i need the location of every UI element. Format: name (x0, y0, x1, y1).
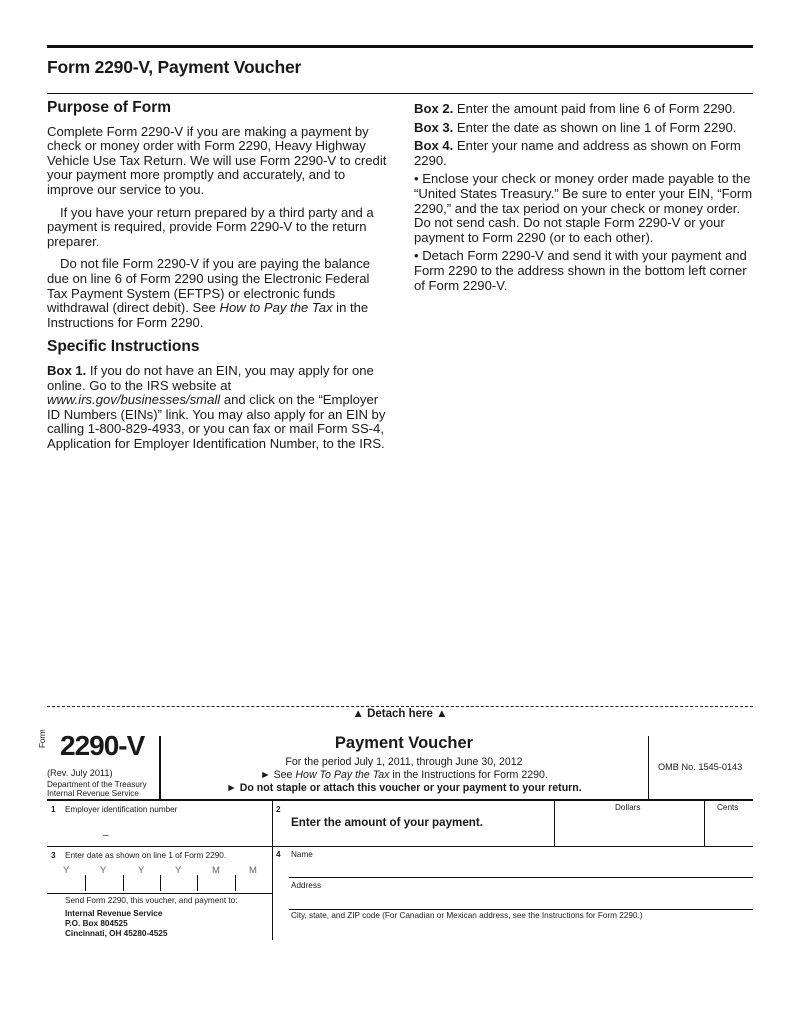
tax-period: For the period July 1, 2011, through June 30, 2012 (285, 756, 523, 768)
specific-instructions-heading: Specific Instructions (47, 338, 200, 356)
date-label: Enter date as shown on line 1 of Form 2290. (65, 851, 227, 860)
box4-number: 4 (276, 850, 281, 859)
cents-label: Cents (717, 803, 739, 812)
top-rule (47, 45, 753, 48)
ein-input[interactable] (63, 818, 263, 844)
dollars-input[interactable] (556, 814, 702, 844)
enclose-bullet: • Enclose your check or money order made payable to the “United States Treasury.” Be sure to enter your EIN, “Form 2290,” and the tax period on your check or money order. Do not send cash. Do not staple Form 2290-V or your payment to Form 2290 (or to each other). (414, 171, 753, 245)
send-to-label: Send Form 2290, this voucher, and payment to: (65, 896, 238, 905)
name-label: Name (291, 850, 313, 859)
address-label: Address (291, 881, 322, 890)
purpose-heading: Purpose of Form (47, 99, 172, 116)
date-tick-1 (85, 875, 86, 891)
purpose-paragraph-3: Do not file Form 2290-V if you are paying the balance due on line 6 of Form 2290 using the Electronic Federal Tax Payment System (EFTPS) or electronic funds withdrawal (direct debit). See How to Pay the Tax in the Instructions for Form 2290. (47, 256, 371, 330)
purpose-paragraph-2: If you have your return prepared by a third party and a payment is required, provide Form 2290-V to the return preparer. (47, 204, 374, 249)
no-staple-warning: ► Do not staple or attach this voucher or your payment to your return. (226, 782, 582, 794)
revision-date: (Rev. July 2011) (47, 768, 113, 778)
date-bottom-rule (47, 893, 272, 894)
page-title: Form 2290-V, Payment Voucher (47, 57, 302, 77)
box1-number: 1 (51, 805, 56, 814)
dept-irs: Internal Revenue Service (47, 789, 139, 798)
purpose-paragraph-1: Complete Form 2290-V if you are making a payment by check or money order with Form 2290, Heavy Highway Vehicle Use Tax Return. We will use Form 2290-V to credit your payment more promptly and accurately, and to improve our service to you. (47, 123, 387, 197)
ein-dash: – (103, 830, 109, 841)
header-divider-right (648, 736, 649, 799)
see-instructions: ► See How To Pay the Tax in the Instructions for Form 2290. (260, 769, 548, 781)
cents-input[interactable] (706, 814, 752, 844)
dollars-cents-divider (704, 801, 705, 847)
title-rule (47, 93, 753, 94)
ein-bottom-rule (47, 846, 272, 847)
omb-number: OMB No. 1545-0143 (658, 762, 743, 772)
irs-po-box: P.O. Box 804525 (65, 919, 128, 928)
date-char-y3: Y (138, 865, 145, 876)
name-line (289, 877, 753, 878)
date-tick-5 (235, 875, 236, 891)
address-line (289, 909, 753, 910)
form-word-vertical: Form (38, 729, 47, 748)
date-char-y4: Y (175, 865, 182, 876)
box-divider-1-2 (272, 801, 273, 940)
box2-instructions: Box 2. Enter the amount paid from line 6 of Form 2290. (414, 101, 736, 116)
left-column (47, 101, 387, 451)
amount-label-divider (554, 801, 555, 847)
date-char-y1: Y (63, 865, 70, 876)
voucher-form-number: 2290-V (60, 730, 145, 761)
address-input[interactable] (291, 892, 751, 908)
ein-label: Employer identification number (65, 805, 178, 814)
date-tick-2 (123, 875, 124, 891)
irs-name: Internal Revenue Service (65, 909, 163, 918)
amount-bottom-rule (272, 846, 753, 847)
date-char-m1: M (212, 865, 220, 876)
irs-city: Cincinnati, OH 45280-4525 (65, 929, 168, 938)
dept-treasury: Department of the Treasury (47, 780, 147, 789)
detach-line (47, 706, 753, 707)
date-char-y2: Y (100, 865, 107, 876)
box4-instructions: Box 4. Enter your name and address as shown on Form 2290. (414, 138, 741, 168)
box3-number: 3 (51, 851, 56, 860)
city-state-zip-input[interactable] (291, 922, 751, 938)
voucher-top-rule (47, 799, 753, 801)
box1-instructions: Box 1. If you do not have an EIN, you may apply for one online. Go to the IRS website at www.irs.gov/businesses/small and click on the “Employer ID Numbers (EINs)” link. You may also apply for an EIN by calling 1-800-829-4933, or you can fax or mail Form SS-4, Application for Employer Identification Number, to the IRS. (47, 362, 386, 451)
date-input[interactable] (55, 863, 267, 891)
box2-number: 2 (276, 805, 281, 814)
right-column (414, 102, 756, 293)
date-tick-4 (197, 875, 198, 891)
dollars-label: Dollars (615, 803, 641, 812)
detach-bullet: • Detach Form 2290-V and send it with your payment and Form 2290 to the address shown in the bottom left corner of Form 2290-V. (414, 248, 747, 293)
date-char-m2: M (249, 865, 257, 876)
date-tick-3 (160, 875, 161, 891)
amount-label: Enter the amount of your payment. (291, 816, 483, 829)
name-input[interactable] (291, 861, 751, 876)
detach-here-label: ▲ Detach here ▲ (352, 708, 448, 720)
box3-instructions: Box 3. Enter the date as shown on line 1 of Form 2290. (414, 119, 737, 135)
city-state-zip-label: City, state, and ZIP code (For Canadian or Mexican address, see the Instructions for Form 2290.) (291, 911, 643, 920)
voucher-title: Payment Voucher (334, 734, 474, 752)
